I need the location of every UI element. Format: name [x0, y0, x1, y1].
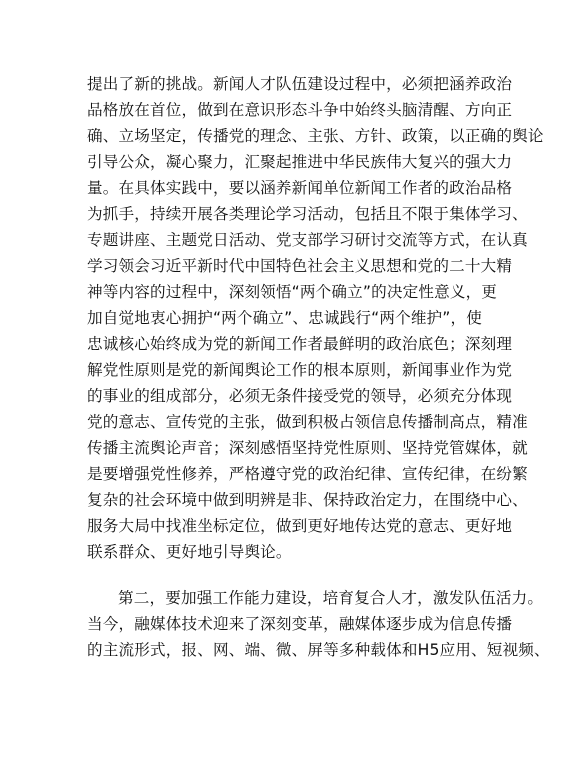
text-line: 量。在具体实践中，要以涵养新闻单位新闻工作者的政治品格	[87, 179, 513, 197]
text-line: 党的意志、宣传党的主张，做到积极占领信息传播制高点，精准	[87, 413, 528, 431]
text-line: 解党性原则是党的新闻舆论工作的根本原则，新闻事业作为党	[87, 361, 513, 379]
text-line: 学习领会习近平新时代中国特色社会主义思想和党的二十大精	[87, 257, 513, 275]
text-line: 传播主流舆论声音；深刻感悟坚持党性原则、坚持党管媒体，就	[87, 439, 528, 457]
text-line: 加自觉地衷心拥护“两个确立”、忠诚践行“两个维护”，使	[87, 309, 483, 327]
text-line: 第二，要加强工作能力建设，培育复合人才，激发队伍活力。	[118, 589, 544, 607]
text-line: 忠诚核心始终成为党的新闻工作者最鲜明的政治底色；深刻理	[87, 335, 513, 353]
text-line: 当今，融媒体技术迎来了深刻变革，融媒体逐步成为信息传播	[87, 615, 513, 633]
text-line: 提出了新的挑战。新闻人才队伍建设过程中，必须把涵养政治	[87, 75, 513, 93]
text-line: 确、立场坚定，传播党的理念、主张、方针、政策，以正确的舆论	[87, 127, 544, 145]
text-line: 联系群众、更好地引导舆论。	[87, 543, 292, 561]
text-line: 引导公众，凝心聚力，汇聚起推进中华民族伟大复兴的强大力	[87, 153, 513, 171]
text-line: 是要增强党性修养，严格遵守党的政治纪律、宣传纪律，在纷繁	[87, 465, 528, 483]
text-line: 品格放在首位，做到在意识形态斗争中始终头脑清醒、方向正	[87, 101, 513, 119]
text-line: 复杂的社会环境中做到明辨是非、保持政治定力，在围绕中心、	[87, 491, 528, 509]
text-line: 为抓手，持续开展各类理论学习活动，包括且不限于集体学习、	[87, 205, 528, 223]
text-line: 的事业的组成部分，必须无条件接受党的领导，必须充分体现	[87, 387, 513, 405]
text-line: 服务大局中找准坐标定位，做到更好地传达党的意志、更好地	[87, 517, 513, 535]
text-line: 的主流形式，报、网、端、微、屏等多种载体和H5应用、短视频、	[87, 641, 550, 659]
text-line: 神等内容的过程中，深刻领悟“两个确立”的决定性意义，更	[87, 283, 498, 301]
text-line: 专题讲座、主题党日活动、党支部学习研讨交流等方式，在认真	[87, 231, 528, 249]
